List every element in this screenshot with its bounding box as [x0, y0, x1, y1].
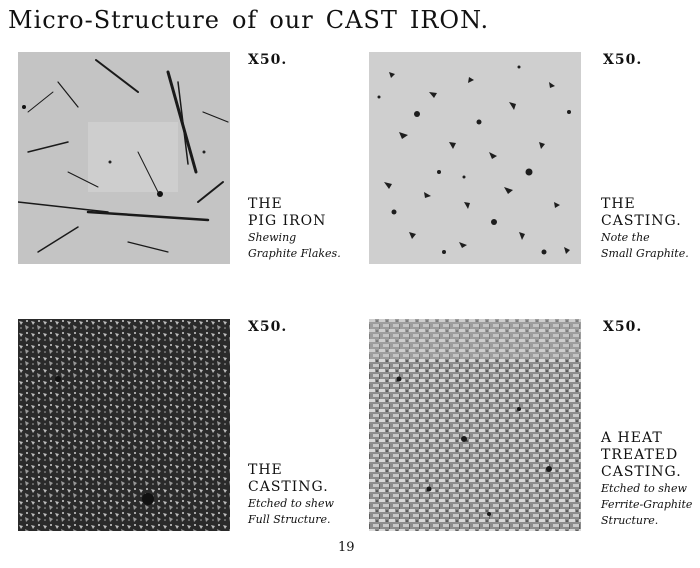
caption-note: Full Structure. — [248, 513, 331, 526]
caption-note: Etched to shew — [248, 497, 334, 510]
magnification-label: X50. — [248, 319, 288, 335]
title-word: Micro-Structure — [8, 6, 220, 34]
page-number: 19 — [338, 540, 355, 555]
magnification-label: X50. — [603, 319, 643, 335]
page-title — [8, 6, 489, 34]
etched-casting-micrograph — [18, 319, 230, 531]
title-word: of — [231, 6, 258, 34]
caption — [248, 196, 341, 262]
caption — [601, 196, 689, 262]
pig-iron-micrograph — [18, 52, 230, 264]
caption-heading: THE — [248, 462, 283, 478]
title-word: IRON. — [409, 6, 490, 34]
caption-heading: THE — [248, 196, 283, 212]
caption-heading: PIG IRON — [248, 213, 327, 229]
caption-heading: THE — [601, 196, 636, 212]
caption-note: Shewing — [248, 231, 297, 244]
caption-heading: TREATED — [601, 447, 679, 463]
magnification-label: X50. — [248, 52, 288, 68]
caption-heading: CASTING. — [248, 479, 329, 495]
caption — [601, 430, 692, 529]
title-word: CAST — [325, 6, 398, 34]
caption-heading: CASTING. — [601, 213, 682, 229]
caption-heading: CASTING. — [601, 464, 682, 480]
caption-note: Note the — [601, 231, 650, 244]
caption — [248, 462, 334, 528]
caption-note: Etched to shew — [601, 482, 687, 495]
heat-treated-micrograph — [369, 319, 581, 531]
title-word: our — [269, 6, 314, 34]
caption-note: Structure. — [601, 514, 659, 527]
caption-note: Ferrite-Graphite — [601, 498, 693, 511]
caption-note: Graphite Flakes. — [248, 247, 341, 260]
caption-note: Small Graphite. — [601, 247, 689, 260]
caption-heading: A HEAT — [601, 430, 663, 446]
magnification-label: X50. — [603, 52, 643, 68]
casting-micrograph — [369, 52, 581, 264]
